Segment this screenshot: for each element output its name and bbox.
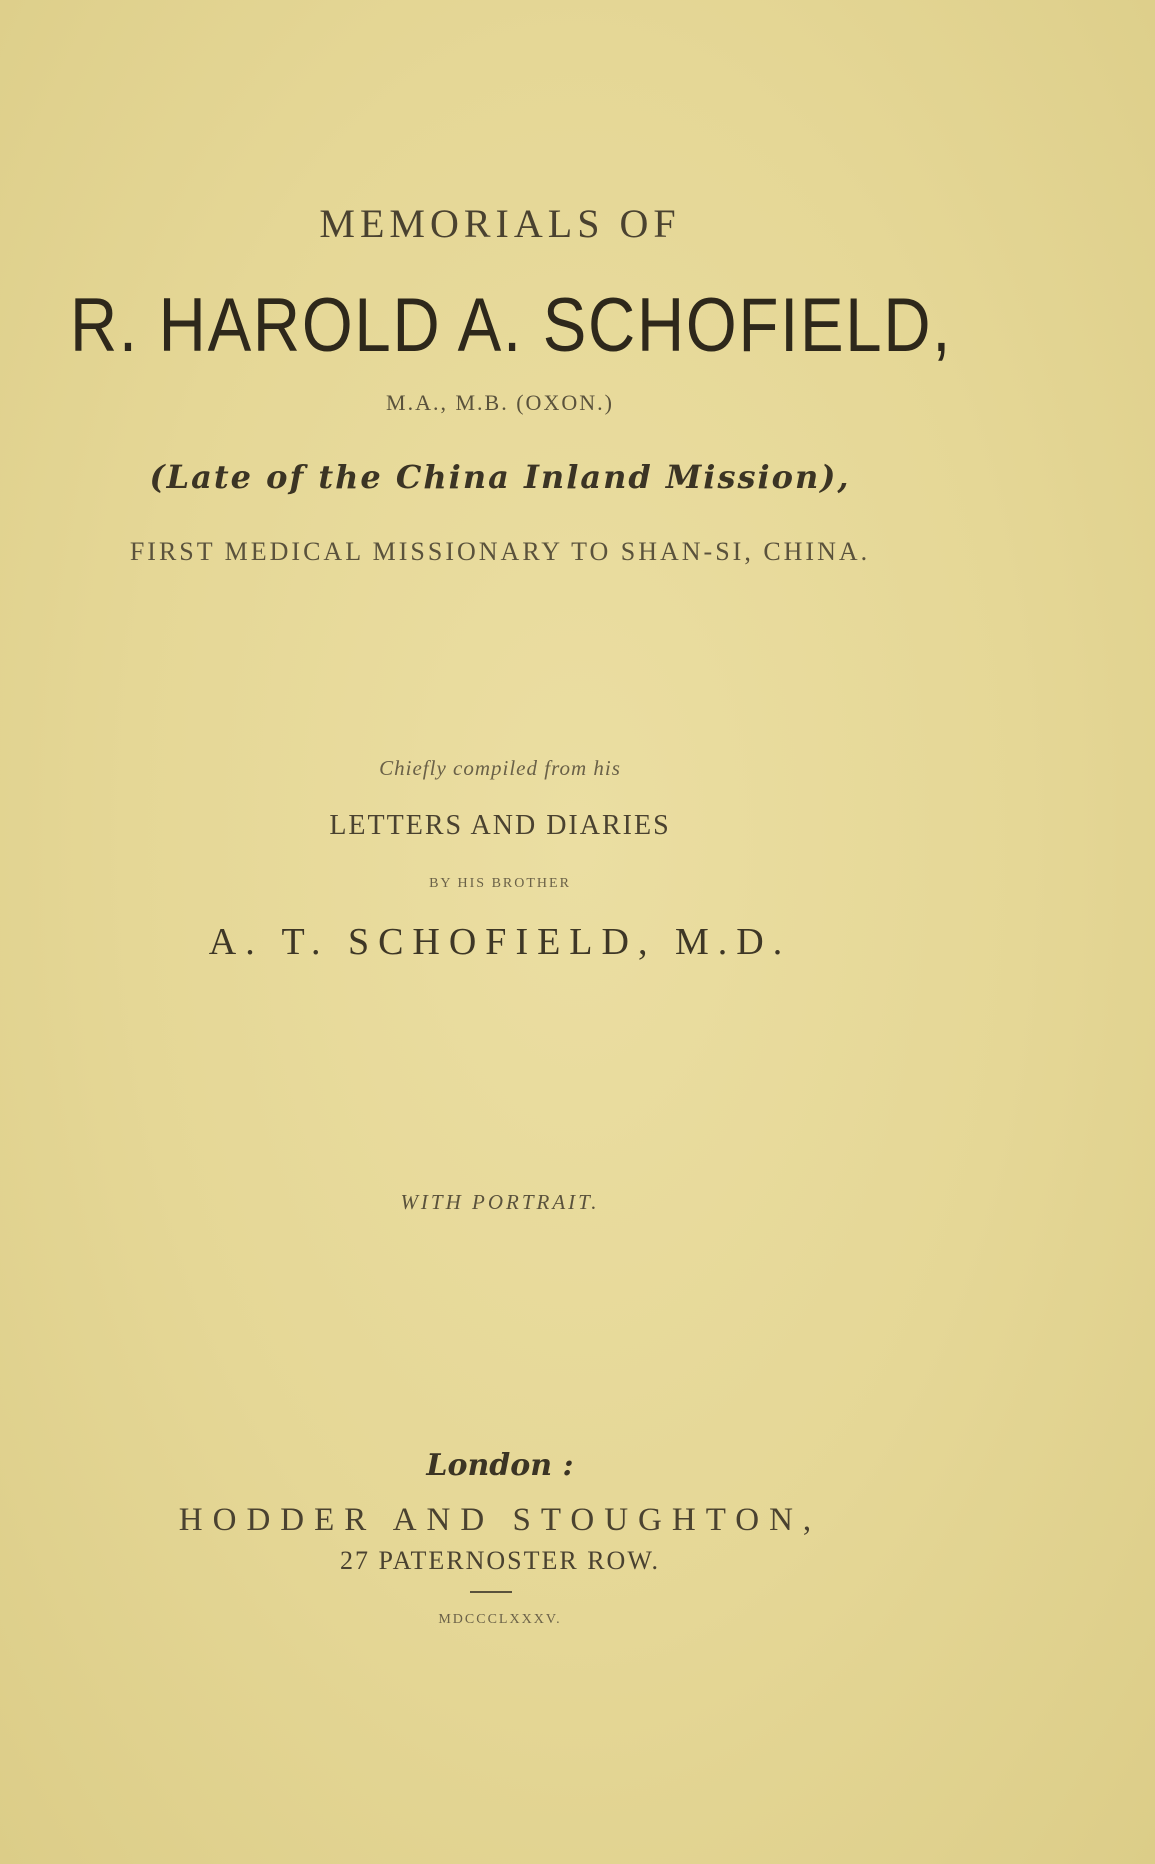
subject-role: FIRST MEDICAL MISSIONARY TO SHAN-SI, CHINA. <box>129 537 871 566</box>
illustration-note: WITH PORTRAIT. <box>400 1190 600 1214</box>
author-name: A. T. SCHOFIELD, M.D. <box>208 921 792 963</box>
affiliation-blackletter: (Late of the China Inland Mission), <box>149 458 851 496</box>
imprint-divider <box>470 1591 512 1593</box>
compilation-sources: LETTERS AND DIARIES <box>329 810 671 841</box>
imprint-address: 27 PATERNOSTER ROW. <box>340 1546 660 1575</box>
imprint-year: MDCCCLXXXV. <box>438 1612 562 1627</box>
subject-name: R. HAROLD A. SCHOFIELD, <box>70 283 953 368</box>
memorials-heading: MEMORIALS OF <box>319 201 681 246</box>
subject-degrees: M.A., M.B. (OXON.) <box>386 390 614 415</box>
compilation-note: Chiefly compiled from his <box>379 756 621 780</box>
imprint-city: London : <box>426 1448 574 1483</box>
by-line: BY HIS BROTHER <box>429 876 571 891</box>
imprint-publisher: HODDER AND STOUGHTON, <box>178 1502 822 1538</box>
